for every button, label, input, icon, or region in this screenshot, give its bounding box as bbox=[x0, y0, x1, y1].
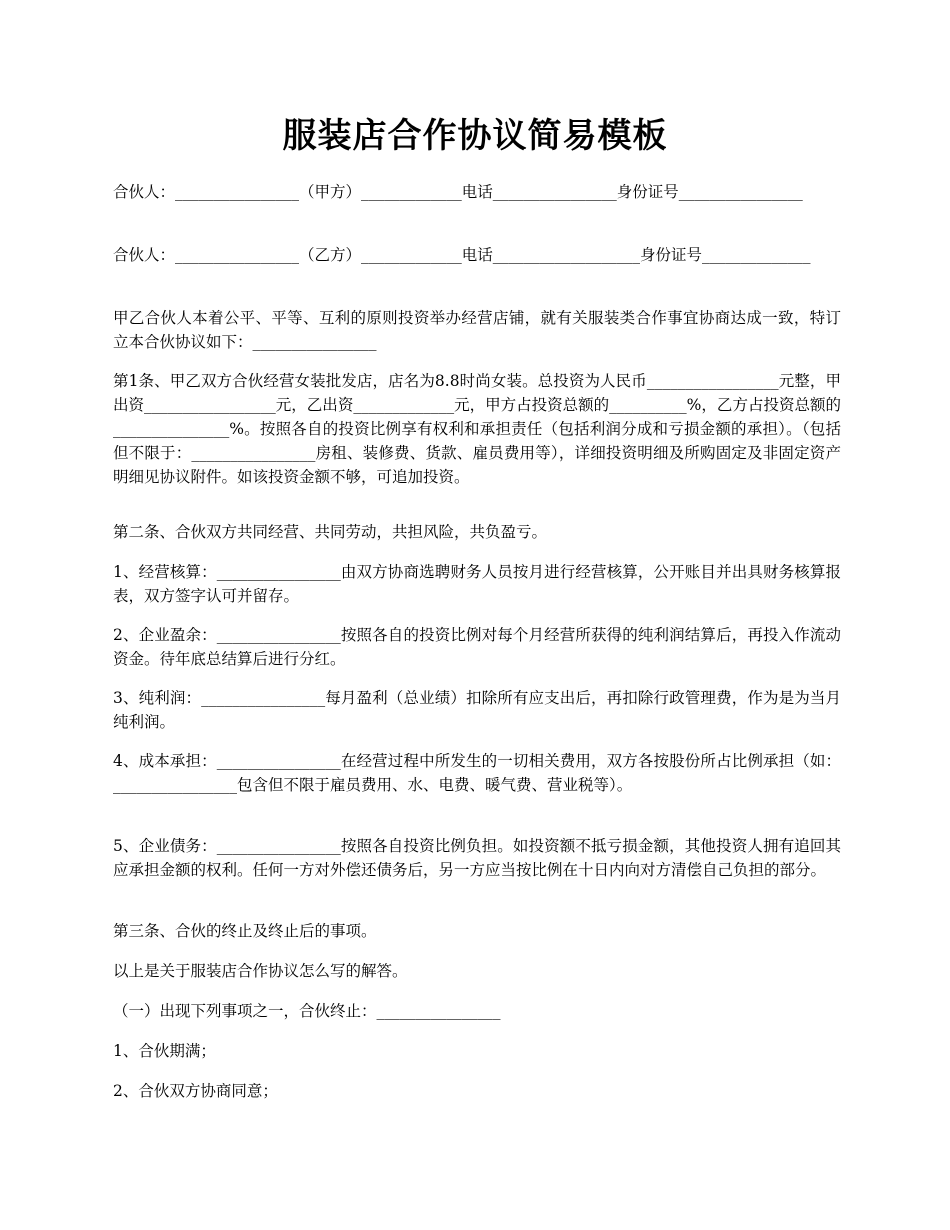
summary-line: 以上是关于服装店合作协议怎么写的解答。 bbox=[113, 962, 408, 980]
article-2-heading: 第二条、合伙双方共同经营、共同劳动，共担风险，共负盈亏。 bbox=[113, 523, 548, 541]
termination-intro: （一）出现下列事项之一，合伙终止：________________ bbox=[113, 1002, 501, 1020]
partner-b-line: 合伙人：________________（乙方）_____________电话___________________身份证号______________ bbox=[113, 246, 811, 264]
partner-a-line: 合伙人：________________（甲方）_____________电话________________身份证号________________ bbox=[113, 183, 803, 201]
termination-item-2: 2、合伙双方协商同意； bbox=[113, 1082, 278, 1100]
document-title: 服装店合作协议简易模板 bbox=[282, 116, 668, 156]
clause-2-surplus: 2、企业盈余：________________按照各自的投资比例对每个月经营所获得的纯利润结算后，再投入作流动资金。待年底总结算后进行分红。 bbox=[113, 626, 841, 668]
clause-3-net-profit: 3、纯利润：________________每月盈利（总业绩）扣除所有应支出后，再扣除行政管理费，作为是为当月纯利润。 bbox=[113, 689, 841, 731]
clause-5-debt: 5、企业债务：________________按照各自投资比例负担。如投资额不抵亏损金额，其他投资人拥有追回其应承担金额的权利。任何一方对外偿还债务后，另一方应当按比例在十日内向对方清偿自己负担的部分。 bbox=[113, 837, 841, 879]
clause-4-cost: 4、成本承担：________________在经营过程中所发生的一切相关费用，双方各按股份所占比例承担（如：________________包含但不限于雇员费用、水、电费、暖气费、营业税等）。 bbox=[113, 752, 841, 794]
termination-item-1: 1、合伙期满； bbox=[113, 1042, 216, 1060]
article-1-paragraph: 第1条、甲乙双方合伙经营女装批发店，店名为8.8时尚女装。总投资为人民币_________________元整，甲出资_________________元，乙出资_____________元，甲方占投资总额的__________%，乙方占投资总额的_______________%。按照各自的投资比例享有权利和承担责任（包括利润分成和亏损金额的承担）。（包括但不限于：________________房租、装修费、货款、雇员费用等），详细投资明细及所购固定及非固定资产明细见协议附件。如该投资金额不够，可追加投资。 bbox=[113, 372, 841, 486]
article-3-heading: 第三条、合伙的终止及终止后的事项。 bbox=[113, 922, 377, 940]
clause-1-accounting: 1、经营核算：________________由双方协商选聘财务人员按月进行经营核算，公开账目并出具财务核算报表，双方签字认可并留存。 bbox=[113, 563, 841, 605]
intro-paragraph: 甲乙合伙人本着公平、平等、互利的原则投资举办经营店铺，就有关服装类合作事宜协商达成一致，特订立本合伙协议如下：________________ bbox=[113, 309, 841, 351]
